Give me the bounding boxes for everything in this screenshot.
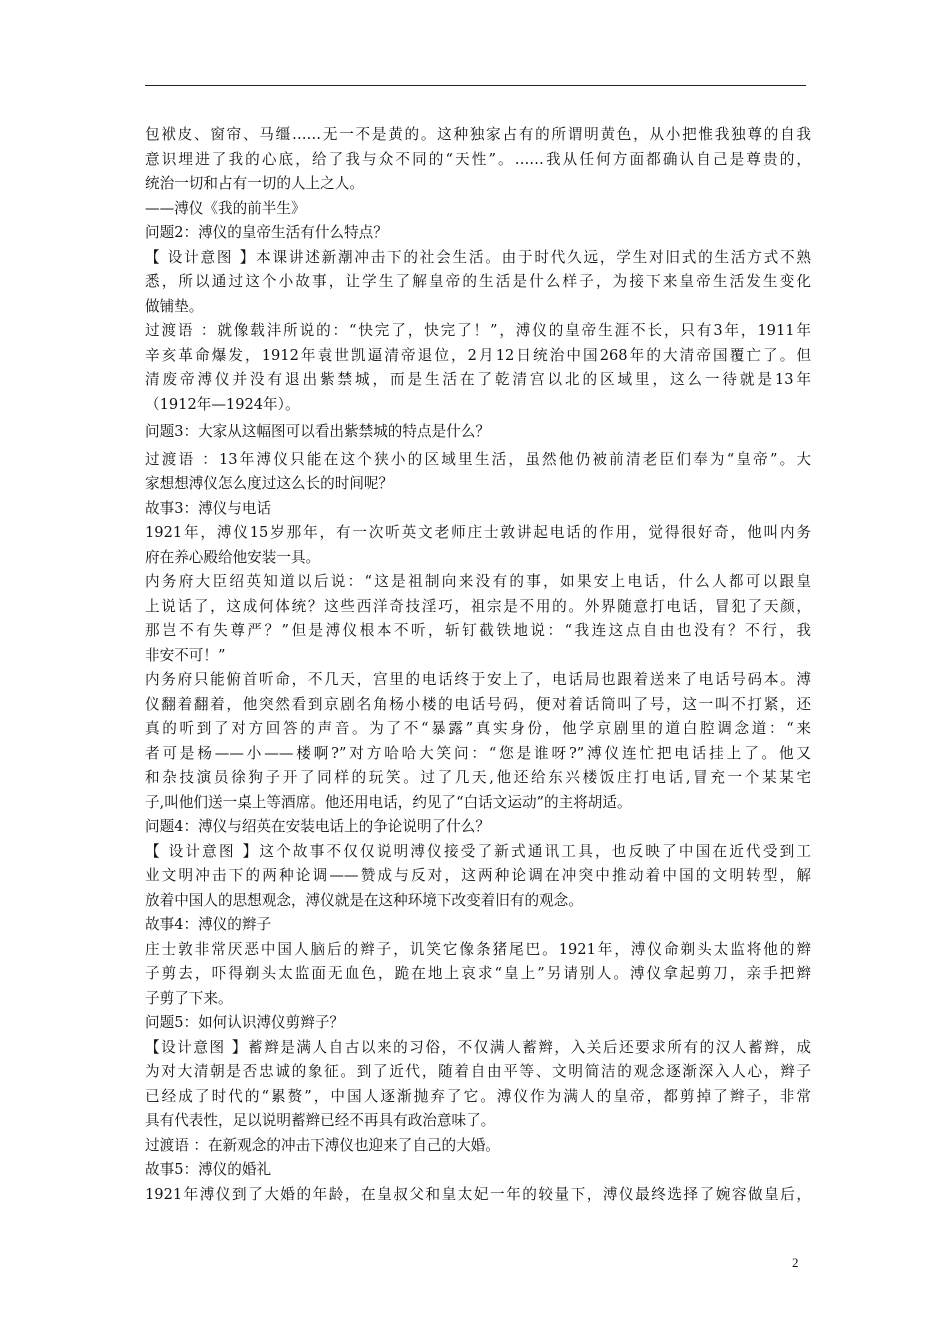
- text-line: 仪翻着翻着，他突然看到京剧名角杨小楼的电话号码，便对着话筒叫了号，这一叫不打紧，还: [145, 695, 811, 713]
- text-line: 1921年溥仪到了大婚的年龄，在皇叔父和皇太妃一年的较量下，溥仪最终选择了婉容做皇后，: [145, 1185, 811, 1203]
- text-line: 意识埋进了我的心底，给了我与众不同的“天性”。……我从任何方面都确认自己是尊贵的，: [145, 150, 811, 168]
- text-line: 过渡语 ：13年溥仪只能在这个狭小的区域里生活，虽然他仍被前清老臣们奉为“皇帝”。大: [145, 450, 811, 468]
- text-line: 具有代表性，足以说明蓄辫已经不再具有政治意味了。: [145, 1112, 496, 1129]
- text-line: 上说话了，这成何体统？这些西洋奇技淫巧，祖宗是不用的。外界随意打电话，冒犯了天颜，: [145, 597, 811, 615]
- text-line: 者可是杨——小——楼啊?”对方哈哈大笑问：“您是谁呀?”溥仪连忙把电话挂上了。他又: [145, 744, 811, 762]
- text-line: 那岂不有失尊严？”但是溥仪根本不听，斩钉截铁地说：“我连这点自由也没有？不行，我: [145, 622, 811, 639]
- text-line: 子剪去，吓得剃头太监面无血色，跪在地上哀求“皇上”另请别人。溥仪拿起剪刀，亲手把辫: [145, 965, 811, 982]
- text-line: 府在养心殿给他安装一具。: [145, 548, 321, 566]
- text-line: 故事4：溥仪的辫子: [145, 916, 272, 933]
- text-line: 问题2：溥仪的皇帝生活有什么特点？: [145, 224, 388, 241]
- text-line: 问题5：如何认识溥仪剪辫子？: [145, 1014, 345, 1031]
- text-line: 内务府大臣绍英知道以后说：“这是祖制向来没有的事，如果安上电话，什么人都可以跟皇: [145, 573, 811, 590]
- text-line: 庄士敦非常厌恶中国人脑后的辫子，讥笑它像条猪尾巴。1921年，溥仪命剃头太监将他的辫: [145, 940, 811, 958]
- text-line: ——溥仪《我的前半生》: [145, 199, 306, 217]
- text-line: 辛亥革命爆发，1912年袁世凯逼清帝退位，2月12日统治中国268年的大清帝国覆亡了。但: [145, 346, 811, 364]
- text-line: 统治一切和占有一切的人上之人。: [145, 175, 364, 192]
- text-line: 【设计意图 】蓄辫是满人自古以来的习俗，不仅满人蓄辫，入关后还要求所有的汉人蓄辫，成: [145, 1038, 811, 1056]
- text-line: 故事3：溥仪与电话: [145, 499, 272, 517]
- text-line: 子,叫他们送一桌上等酒席。他还用电话，约见了“白话文运动”的主将胡适。: [145, 793, 632, 811]
- text-line: 过渡语 ：在新观念的冲击下溥仪也迎来了自己的大婚。: [145, 1136, 500, 1154]
- text-line: 业文明冲击下的两种论调——赞成与反对，这两种论调在冲突中推动着中国的文明转型，解: [145, 867, 811, 884]
- text-line: 问题4：溥仪与绍英在安装电话上的争论说明了什么？: [145, 818, 490, 835]
- text-line: 【 设计意图 】本课讲述新潮冲击下的社会生活。由于时代久远，学生对旧式的生活方式不熟: [145, 248, 811, 266]
- text-line: 内务府只能俯首听命，不几天，宫里的电话终于安上了，电话局也跟着送来了电话号码本。溥: [145, 671, 811, 688]
- text-line: 真的听到了对方回答的声音。为了不“暴露”真实身份，他学京剧里的道白腔调念道：“来: [145, 720, 811, 737]
- text-line: 已经成了时代的“累赘”，中国人逐渐抛弃了它。溥仪作为满人的皇帝，都剪掉了辫子，非常: [145, 1087, 811, 1105]
- text-line: 过渡语 ：就像载沣所说的：“快完了，快完了！”，溥仪的皇帝生涯不长，只有3年，1911年: [145, 322, 811, 339]
- text-line: 清废帝溥仪并没有退出紫禁城，而是生活在了乾清宫以北的区域里，这么一待就是13年: [145, 371, 811, 388]
- page-number: 2: [792, 1255, 799, 1270]
- document-body: [145, 123, 811, 1207]
- text-line: （1912年—1924年）。: [145, 395, 300, 413]
- text-line: 为对大清朝是否忠诚的象征。到了近代，随着自由平等、文明简洁的观念逐渐深入人心，辫子: [145, 1063, 811, 1080]
- text-line: 故事5：溥仪的婚礼: [145, 1161, 272, 1178]
- text-line: 子剪了下来。: [145, 989, 233, 1007]
- text-line: 1921年，溥仪15岁那年，有一次听英文老师庄士敦讲起电话的作用，觉得很好奇，他叫内务: [145, 524, 811, 541]
- header-rule: [145, 85, 806, 86]
- text-line: 【 设计意图 】这个故事不仅仅说明溥仪接受了新式通讯工具，也反映了中国在近代受到工: [145, 842, 811, 860]
- text-line: 问题3：大家从这幅图可以看出紫禁城的特点是什么？: [145, 423, 490, 440]
- text-line: 放着中国人的思想观念，溥仪就是在这种环境下改变着旧有的观念。: [145, 891, 583, 909]
- text-line: 家想想溥仪怎么度过这么长的时间呢？: [145, 475, 394, 492]
- text-line: 悉，所以通过这个小故事，让学生了解皇帝的生活是什么样子，为接下来皇帝生活发生变化: [145, 273, 811, 290]
- text-line: 包袱皮、窗帘、马缰……无一不是黄的。这种独家占有的所谓明黄色，从小把惟我独尊的自我: [145, 126, 811, 143]
- text-line: 非安不可！”: [145, 646, 226, 664]
- text-line: 做铺垫。: [145, 297, 204, 315]
- text-line: 和杂技演员徐狗子开了同样的玩笑。过了几天,他还给东兴楼饭庄打电话,冒充一个某某宅: [145, 769, 811, 786]
